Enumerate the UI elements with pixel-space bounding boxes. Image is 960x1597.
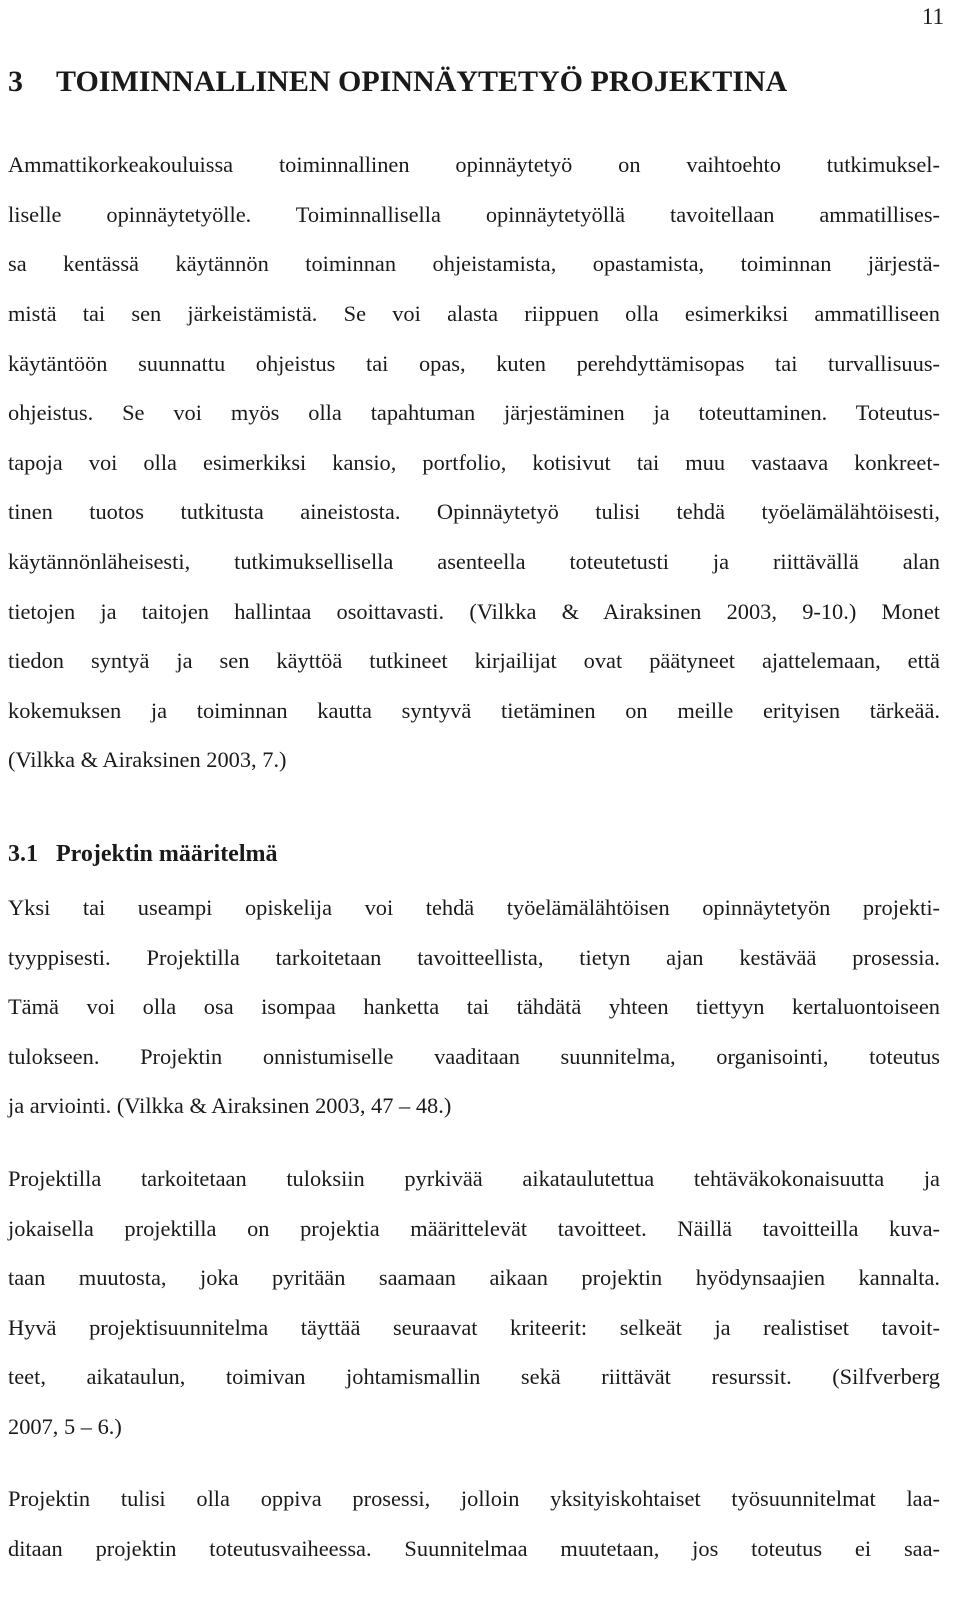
- text-line: kokemuksen ja toiminnan kautta syntyvä tietäminen on meille erityisen tärkeää.: [8, 698, 940, 723]
- text-line: tietojen ja taitojen hallintaa osoittavasti. (Vilkka & Airaksinen 2003, 9-10.) Monet: [8, 599, 940, 624]
- section-number: 3.1: [8, 841, 38, 867]
- chapter-title: TOIMINNALLINEN OPINNÄYTETYÖ PROJEKTINA: [56, 65, 788, 98]
- text-line: Hyvä projektisuunnitelma täyttää seuraavat kriteerit: selkeät ja realistiset tavoit-: [8, 1315, 940, 1340]
- text-line: tinen tuotos tutkitusta aineistosta. Opinnäytetyö tulisi tehdä työelämälähtöisesti,: [8, 499, 940, 524]
- text-line: Projektilla tarkoitetaan tuloksiin pyrkivää aikataulutettua tehtäväkokonaisuutta ja: [8, 1166, 940, 1191]
- section-heading: [8, 838, 278, 870]
- chapter-number: 3: [8, 65, 23, 98]
- text-line: liselle opinnäytetyölle. Toiminnallisella opinnäytetyöllä tavoitellaan ammatillises-: [8, 202, 940, 227]
- text-line: Yksi tai useampi opiskelija voi tehdä työelämälähtöisen opinnäytetyön projekti-: [8, 895, 940, 920]
- chapter-heading: [8, 62, 787, 102]
- text-line: käytäntöön suunnattu ohjeistus tai opas, kuten perehdyttämisopas tai turvallisuus-: [8, 351, 940, 376]
- text-line: ja arviointi. (Vilkka & Airaksinen 2003, 47 – 48.): [8, 1093, 452, 1118]
- text-line: tapoja voi olla esimerkiksi kansio, portfolio, kotisivut tai muu vastaava konkreet-: [8, 450, 940, 475]
- page-number: 11: [921, 4, 944, 29]
- text-line: Ammattikorkeakouluissa toiminnallinen opinnäytetyö on vaihtoehto tutkimuksel-: [8, 152, 940, 177]
- text-line: (Vilkka & Airaksinen 2003, 7.): [8, 747, 287, 772]
- text-line: sa kentässä käytännön toiminnan ohjeistamista, opastamista, toiminnan järjestä-: [8, 251, 940, 276]
- text-line: käytännönläheisesti, tutkimuksellisella asenteella toteutetusti ja riittävällä alan: [8, 549, 940, 574]
- section-title: Projektin määritelmä: [56, 841, 278, 867]
- text-line: taan muutosta, joka pyritään saamaan aikaan projektin hyödynsaajien kannalta.: [8, 1265, 940, 1290]
- text-line: Tämä voi olla osa isompaa hanketta tai tähdätä yhteen tiettyyn kertaluontoiseen: [8, 994, 940, 1019]
- text-line: mistä tai sen järkeistämistä. Se voi alasta riippuen olla esimerkiksi ammatilliseen: [8, 301, 940, 326]
- text-line: tulokseen. Projektin onnistumiselle vaaditaan suunnitelma, organisointi, toteutus: [8, 1044, 940, 1069]
- text-line: jokaisella projektilla on projektia määrittelevät tavoitteet. Näillä tavoitteilla kuva-: [8, 1216, 940, 1241]
- text-line: teet, aikataulun, toimivan johtamismallin sekä riittävät resurssit. (Silfverberg: [8, 1364, 940, 1389]
- text-line: tiedon syntyä ja sen käyttöä tutkineet kirjailijat ovat päätyneet ajattelemaan, että: [8, 648, 940, 673]
- text-line: tyyppisesti. Projektilla tarkoitetaan tavoitteellista, tietyn ajan kestävää prosessia.: [8, 945, 940, 970]
- text-line: ditaan projektin toteutusvaiheessa. Suunnitelmaa muutetaan, jos toteutus ei saa-: [8, 1536, 940, 1561]
- text-line: Projektin tulisi olla oppiva prosessi, jolloin yksityiskohtaiset työsuunnitelmat laa-: [8, 1486, 940, 1511]
- text-line: ohjeistus. Se voi myös olla tapahtuman järjestäminen ja toteuttaminen. Toteutus-: [8, 400, 940, 425]
- text-line: 2007, 5 – 6.): [8, 1414, 122, 1439]
